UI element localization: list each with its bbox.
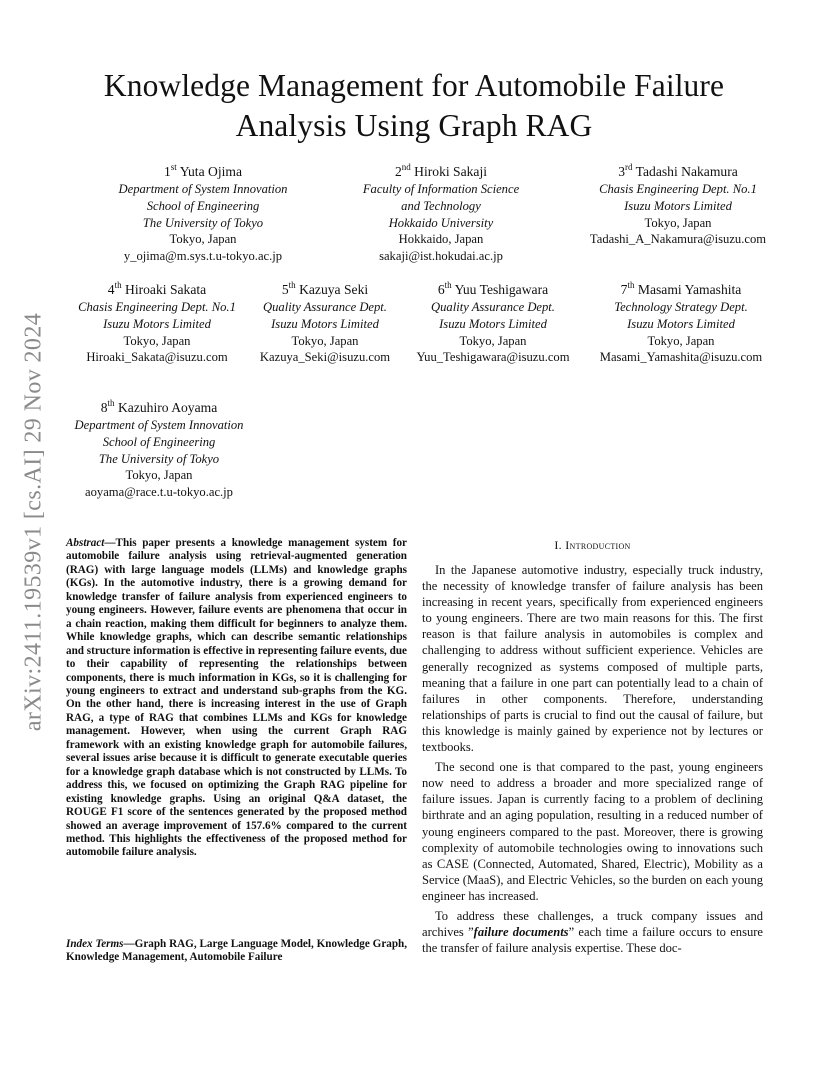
author-affiliation: Chasis Engineering Dept. No.1 bbox=[599, 182, 757, 196]
author-name: 3rd Tadashi Nakamura bbox=[618, 162, 738, 179]
author-name: 6th Yuu Teshigawara bbox=[437, 280, 549, 297]
author-affiliation: Isuzu Motors Limited bbox=[627, 316, 735, 331]
author-email: y_ojima@m.sys.t.u-tokyo.ac.jp bbox=[123, 249, 283, 264]
author-affiliation: The University of Tokyo bbox=[142, 215, 264, 230]
author-affiliation: School of Engineering bbox=[102, 434, 216, 449]
arxiv-stamp-text: arXiv:2411.19539v1 [cs.AI] 29 Nov 2024 bbox=[20, 312, 47, 732]
author-name: 1st Yuta Ojima bbox=[163, 162, 242, 179]
index-terms-lead: Index Terms bbox=[66, 938, 124, 950]
author-affiliation: Hokkaido University bbox=[388, 215, 494, 230]
author-location: Tokyo, Japan bbox=[291, 333, 359, 348]
author-name: 8th Kazuhiro Aoyama bbox=[100, 398, 218, 415]
abstract-lead: Abstract bbox=[66, 537, 105, 549]
author-affiliation: Department of System Innovation bbox=[74, 418, 244, 432]
author-name: 7th Masami Yamashita bbox=[620, 280, 742, 297]
author-location: Tokyo, Japan bbox=[459, 333, 527, 348]
author-email: aoyama@race.t.u-tokyo.ac.jp bbox=[85, 485, 233, 500]
author-name: 5th Kazuya Seki bbox=[281, 280, 369, 297]
abstract bbox=[66, 537, 407, 860]
emphasis: failure documents bbox=[473, 925, 569, 940]
section-numeral: I. bbox=[554, 538, 562, 552]
author-affiliation: Quality Assurance Dept. bbox=[431, 300, 555, 314]
abstract-text: —This paper presents a knowledge management system for automobile failure analysis using retrieval-augmented generation (RAG) with large language models (LLMs) and knowledge graphs (KGs). In the automotive industry, there is a growing demand for knowledge transfer of failure analysis from experienced engineers to young engineers. However, failure events are phenomena that occur in a chain reaction, making them difficult for beginners to analyze them. While knowledge graphs, which can describe semantic relationships and structure information is effective in representing failure events, due to their capability of representing the relationships between components, there is much information in KGs, so it is challenging for young engineers to extract and understand sub-graphs from the KG. On the other hand, there is increasing interest in the use of Graph RAG, a type of RAG that combines LLMs and KGs for knowledge management. However, when using the current Graph RAG framework with an existing knowledge graph for automobile failures, several issues arise because it is difficult to generate executable queries for a knowledge graph database which is not constructed by LLMs. To address this, we focused on optimizing the Graph RAG pipeline for existing knowledge graphs. Using an original Q&A dataset, the ROUGE F1 score of the sentences generated by the proposed method showed an average improvement of 157.6% compared to the current method. This highlights the effectiveness of the proposed method for automobile failure analysis. bbox=[66, 537, 407, 859]
body-paragraph: The second one is that compared to the past, young engineers now need to address a broader and more specialized range of failure issues. Japan is currently facing to a problem of declining birthrate and an aging population, resulting in a reduced number of young engineers compared to the past. Moreover, there is growing complexity of automobile technologies owing to innovations such as CASE (Connected, Automated, Shared, Electric), Mobility as a Service (MaaS), and Electric Vehicles, so the burden on each young engineer has increased. bbox=[422, 760, 763, 903]
author-location: Tokyo, Japan bbox=[644, 215, 712, 230]
author-affiliation: Department of System Innovation bbox=[118, 182, 288, 196]
author-affiliation: The University of Tokyo bbox=[98, 451, 220, 466]
author-affiliation: and Technology bbox=[401, 198, 481, 213]
author-affiliation: Technology Strategy Dept. bbox=[614, 300, 748, 314]
section-title: Introduction bbox=[565, 538, 631, 552]
section-heading bbox=[422, 538, 763, 552]
index-terms bbox=[66, 938, 407, 965]
author-email: Tadashi_A_Nakamura@isuzu.com bbox=[589, 232, 767, 247]
author-location: Hokkaido, Japan bbox=[398, 232, 484, 247]
author-name: 4th Hiroaki Sakata bbox=[107, 280, 207, 297]
author-location: Tokyo, Japan bbox=[169, 232, 237, 247]
author-email: Hiroaki_Sakata@isuzu.com bbox=[86, 350, 228, 365]
author-email: Yuu_Teshigawara@isuzu.com bbox=[416, 350, 570, 365]
author-affiliation: Isuzu Motors Limited bbox=[439, 316, 547, 331]
author-affiliation: Quality Assurance Dept. bbox=[263, 300, 387, 314]
author-affiliation: Chasis Engineering Dept. No.1 bbox=[78, 300, 236, 314]
author-block bbox=[568, 280, 794, 366]
author-location: Tokyo, Japan bbox=[647, 333, 715, 348]
author-location: Tokyo, Japan bbox=[125, 468, 193, 483]
body-paragraph: In the Japanese automotive industry, especially truck industry, the necessity of knowledge transfer of failure analysis has been increasing in recent years, specifically from experienced engineers to young engineers. There are two main reasons for this. The first reason is that failure analysis in automobiles is complex and challenging to address without sufficient experience. Vehicles are generally recognized as systems composed of multiple parts, meaning that a failure in one part can potentially lead to a chain of failures in other components. Therefore, understanding relationships of parts is crucial to find out the causal of failure, but this knowledge is mainly gained by experience not by lectures or textbooks. bbox=[422, 563, 763, 755]
author-email: Kazuya_Seki@isuzu.com bbox=[259, 350, 391, 365]
body-paragraph: To address these challenges, a truck company issues and archives ”failure documents” each time a failure occurs to ensure the transfer of failure analysis expertise. These doc- bbox=[422, 908, 763, 956]
index-terms-text: —Graph RAG, Large Language Model, Knowledge Graph, Knowledge Management, Automobile Failure bbox=[66, 938, 408, 964]
author-block bbox=[236, 280, 414, 366]
author-block bbox=[528, 162, 828, 248]
author-block bbox=[48, 280, 266, 366]
author-affiliation: Faculty of Information Science bbox=[362, 182, 520, 196]
title-line: Analysis Using Graph RAG bbox=[235, 108, 593, 143]
author-block bbox=[396, 280, 590, 366]
title-line: Knowledge Management for Automobile Failure bbox=[103, 68, 725, 103]
author-affiliation: Isuzu Motors Limited bbox=[271, 316, 379, 331]
author-location: Tokyo, Japan bbox=[123, 333, 191, 348]
paper-title bbox=[40, 66, 788, 146]
author-email: sakaji@ist.hokudai.ac.jp bbox=[379, 249, 503, 264]
author-email: Masami_Yamashita@isuzu.com bbox=[599, 350, 763, 365]
author-block bbox=[48, 398, 270, 501]
author-affiliation: School of Engineering bbox=[146, 198, 260, 213]
author-name: 2nd Hiroki Sakaji bbox=[394, 162, 488, 179]
body-column bbox=[422, 562, 763, 960]
author-affiliation: Isuzu Motors Limited bbox=[624, 198, 732, 213]
author-affiliation: Isuzu Motors Limited bbox=[103, 316, 211, 331]
